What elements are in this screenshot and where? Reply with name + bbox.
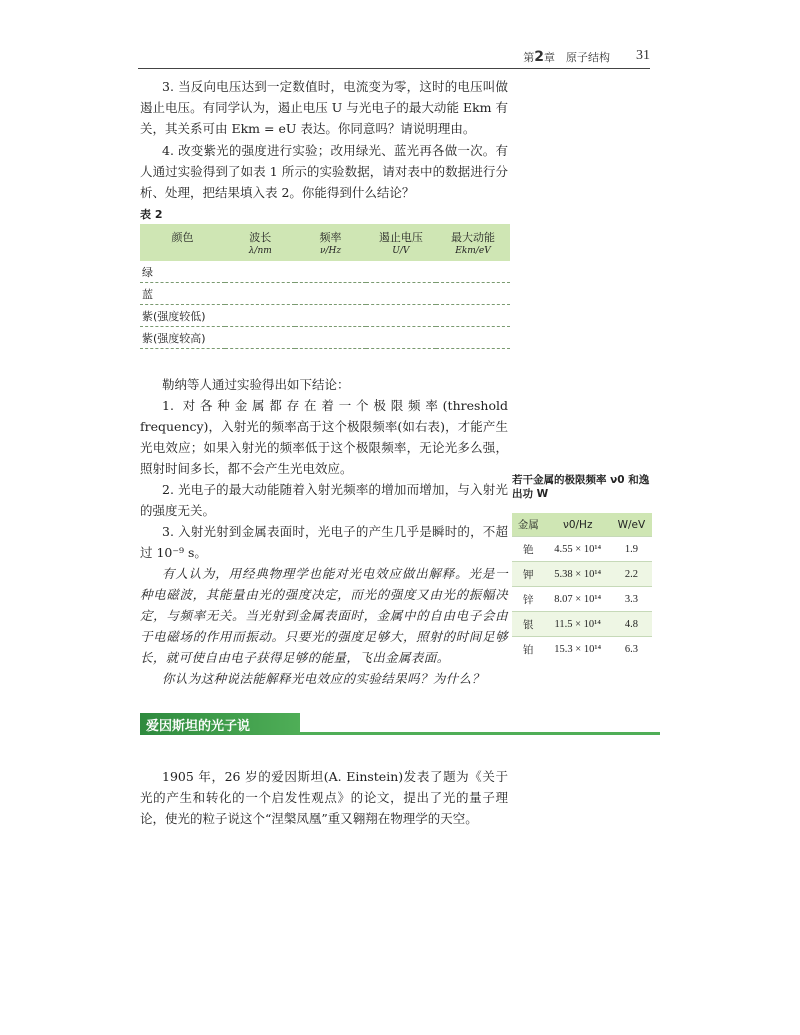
step-3-paragraph: 3. 当反向电压达到一定数值时，电流变为零，这时的电压叫做遏止电压。有同学认为，遏止电压 U 与光电子的最大动能 Ekm 有关，其关系可由 Ekm = eU 表达。你同意吗？请说明理由。	[140, 79, 508, 136]
table-row	[140, 283, 510, 305]
table-header-cell: ν0/Hz	[545, 513, 611, 537]
side-table-title: 若干金属的极限频率 ν0 和逸出功 W	[512, 474, 650, 500]
frequency-cell: 8.07 × 10¹⁴	[545, 587, 611, 612]
table-2	[140, 224, 510, 349]
work-function-cell: 4.8	[611, 612, 652, 637]
table-row	[512, 637, 652, 662]
table-header-cell: 波长	[225, 224, 295, 246]
table-row	[512, 612, 652, 637]
work-function-cell: 2.2	[611, 562, 652, 587]
row-label: 绿	[140, 261, 225, 283]
frequency-cell: 11.5 × 10¹⁴	[545, 612, 611, 637]
page-header	[138, 48, 650, 69]
table-row	[140, 261, 510, 283]
metal-cell: 铂	[512, 637, 545, 662]
table-row	[140, 327, 510, 349]
page-number: 31	[636, 48, 650, 63]
table-unit-cell	[140, 246, 225, 261]
metal-cell: 铯	[512, 537, 545, 562]
table-2-unit-row	[140, 246, 510, 261]
work-function-cell: 3.3	[611, 587, 652, 612]
frequency-cell: 5.38 × 10¹⁴	[545, 562, 611, 587]
table-row	[512, 537, 652, 562]
frequency-cell: 15.3 × 10¹⁴	[545, 637, 611, 662]
table-header-cell: 频率	[295, 224, 365, 246]
einstein-paragraph: 1905 年，26 岁的爱因斯坦(A. Einstein)发表了题为《关于光的产生和转化的一个启发性观点》的论文，提出了光的量子理论，使光的粒子说这个“涅槃凤凰”重又翱翔在物理学的天空。	[140, 769, 508, 826]
table-header-cell: 遏止电压	[366, 224, 436, 246]
table-header-cell: 金属	[512, 513, 545, 537]
table-unit-cell: Ekm/eV	[436, 246, 510, 261]
table-row	[512, 562, 652, 587]
section-banner	[140, 713, 660, 735]
work-function-cell: 1.9	[611, 537, 652, 562]
step-4-paragraph: 4. 改变紫光的强度进行实验；改用绿光、蓝光再各做一次。有人通过实验得到了如表 1 所示的实验数据，请对表中的数据进行分析、处理，把结果填入表 2。你能得到什么结论？	[140, 143, 508, 200]
lenard-intro: 勒纳等人通过实验得出如下结论：	[162, 377, 350, 392]
metal-cell: 钾	[512, 562, 545, 587]
table-2-label: 表 2	[140, 208, 163, 221]
row-label: 紫(强度较高)	[140, 327, 225, 349]
work-function-cell: 6.3	[611, 637, 652, 662]
frequency-cell: 4.55 × 10¹⁴	[545, 537, 611, 562]
side-table-header-row	[512, 513, 652, 537]
metal-cell: 银	[512, 612, 545, 637]
conclusion-3: 3. 入射光射到金属表面时，光电子的产生几乎是瞬时的，不超过 10⁻⁹ s。	[140, 524, 508, 560]
conclusion-2: 2. 光电子的最大动能随着入射光频率的增加而增加，与入射光的强度无关。	[140, 482, 508, 518]
section-banner-rule	[300, 732, 660, 735]
table-header-cell: 最大动能	[436, 224, 510, 246]
row-label: 紫(强度较低)	[140, 305, 225, 327]
chapter-label: 第2章 原子结构	[523, 49, 610, 65]
table-header-cell: 颜色	[140, 224, 225, 246]
table-header-cell: W/eV	[611, 513, 652, 537]
table-2-header-row	[140, 224, 510, 246]
conclusion-1: 1. 对各种金属都存在着一个极限频率(threshold frequency)，入射光的频率高于这个极限频率(如右表)，才能产生光电效应；如果入射光的频率低于这个极限频率，无论光多么强，照射时间多长，都不会产生光电效应。	[140, 398, 508, 476]
row-label: 蓝	[140, 283, 225, 305]
table-row	[140, 305, 510, 327]
question-paragraph: 你认为这种说法能解释光电效应的实验结果吗？为什么？	[162, 671, 485, 686]
table-row	[512, 587, 652, 612]
table-unit-cell: ν/Hz	[295, 246, 365, 261]
table-unit-cell: λ/nm	[225, 246, 295, 261]
metal-cell: 锌	[512, 587, 545, 612]
table-unit-cell: U/V	[366, 246, 436, 261]
classical-explanation: 有人认为，用经典物理学也能对光电效应做出解释。光是一种电磁波，其能量由光的强度决定，而光的强度又由光的振幅决定，与频率无关。当光射到金属表面时，金属中的自由电子会由于电磁场的作用而振动。只要光的强度足够大，照射的时间足够长，就可使自由电子获得足够的能量，飞出金属表面。	[140, 566, 508, 665]
threshold-frequency-table	[512, 513, 652, 661]
section-title: 爱因斯坦的光子说	[146, 719, 251, 734]
